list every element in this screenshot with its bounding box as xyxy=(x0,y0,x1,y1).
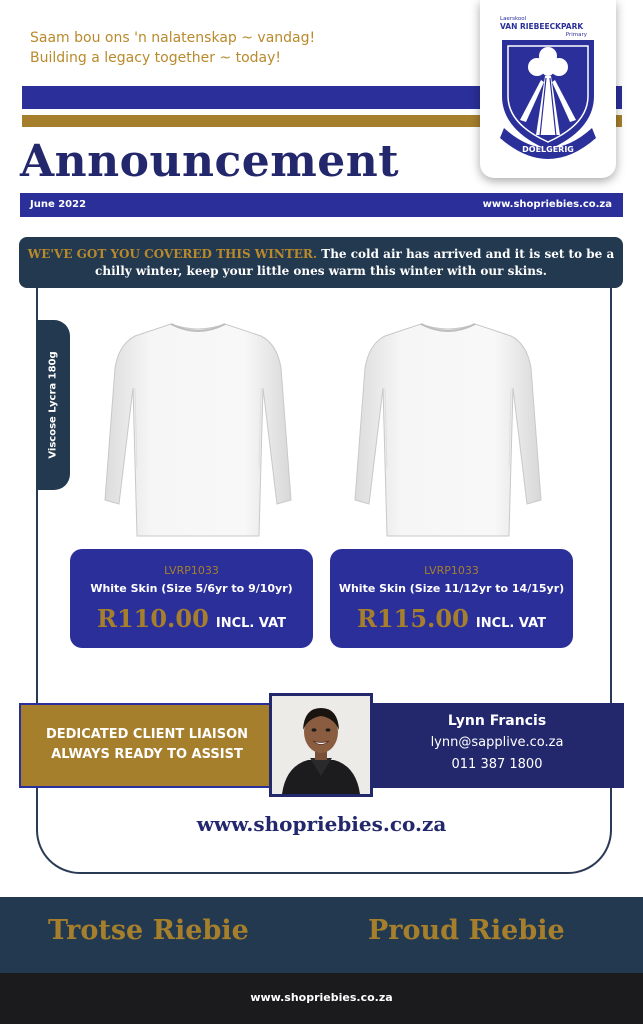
fabric-label: Viscose Lycra 180g xyxy=(47,351,59,459)
avatar xyxy=(272,696,370,794)
product-price: R115.00 xyxy=(357,604,469,633)
price-line xyxy=(70,604,313,633)
fabric-side-tab xyxy=(36,320,70,490)
school-crest-card xyxy=(480,0,616,178)
liaison-phone[interactable]: 011 387 1800 xyxy=(451,757,543,772)
liaison-line-2: ALWAYS READY TO ASSIST xyxy=(51,747,243,762)
footer-slogan-english: Proud Riebie xyxy=(368,915,565,946)
crest-school-level: Primary xyxy=(565,32,587,38)
banner-highlight: WE'VE GOT YOU COVERED THIS WINTER. xyxy=(27,247,318,261)
crest-motto: DOELGERIG xyxy=(522,145,574,154)
school-crest-logo xyxy=(480,0,616,178)
tagline-afrikaans: Saam bou ons 'n nalatenskap ~ vandag! xyxy=(30,30,316,46)
product-name: White Skin (Size 11/12yr to 14/15yr) xyxy=(338,582,565,595)
liaison-line-1: DEDICATED CLIENT LIAISON xyxy=(45,727,249,742)
date-bar xyxy=(20,193,623,217)
main-website-link[interactable]: www.shopriebies.co.za xyxy=(196,812,447,836)
white-skin-shirt-image-1 xyxy=(103,318,293,540)
footer-band xyxy=(0,897,643,973)
footer-slogan-afrikaans: Trotse Riebie xyxy=(48,915,249,946)
page-title: Announcement xyxy=(20,136,400,187)
crest-school-small: Laerskool xyxy=(500,16,527,22)
vat-label: INCL. VAT xyxy=(475,616,546,631)
vat-label: INCL. VAT xyxy=(215,616,286,631)
white-skin-shirt-image-2 xyxy=(353,318,543,540)
liaison-name: Lynn Francis xyxy=(447,713,547,729)
issue-date: June 2022 xyxy=(30,199,87,210)
winter-banner xyxy=(19,237,623,288)
header-website-link[interactable]: www.shopriebies.co.za xyxy=(482,199,612,210)
liaison-tagline-box xyxy=(19,703,275,788)
banner-text: The cold air has arrived and it is set to be a chilly winter, keep your little ones warm this winter with our skins. xyxy=(95,247,615,278)
product-card-2[interactable] xyxy=(330,549,573,648)
product-code: LVRP1033 xyxy=(164,564,219,577)
price-line xyxy=(330,604,573,633)
product-code: LVRP1033 xyxy=(424,564,479,577)
tagline xyxy=(30,28,315,68)
crest-school-name: VAN RIEBEECKPARK xyxy=(500,22,584,31)
product-card-1[interactable] xyxy=(70,549,313,648)
product-name: White Skin (Size 5/6yr to 9/10yr) xyxy=(90,582,293,595)
footer-website-link[interactable]: www.shopriebies.co.za xyxy=(0,973,643,1024)
liaison-email[interactable]: lynn@sapplive.co.za xyxy=(430,735,564,750)
liaison-photo xyxy=(269,693,373,797)
liaison-contact-box xyxy=(370,703,624,788)
tagline-english: Building a legacy together ~ today! xyxy=(30,50,282,66)
product-price: R110.00 xyxy=(97,604,209,633)
